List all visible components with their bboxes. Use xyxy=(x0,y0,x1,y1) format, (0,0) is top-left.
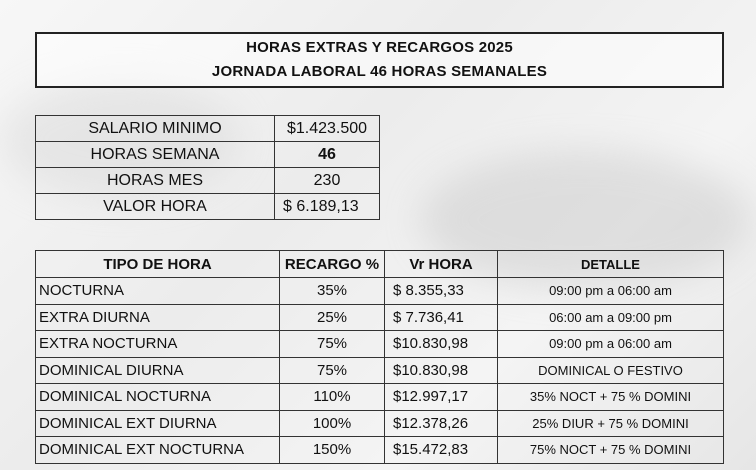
recargo-cell: 75% xyxy=(280,331,385,358)
vr-hora-cell: $ 8.355,33 xyxy=(385,278,498,305)
summary-value: $1.423.500 xyxy=(275,116,380,142)
title-line-2: JORNADA LABORAL 46 HORAS SEMANALES xyxy=(211,63,548,80)
summary-value: $ 6.189,13 xyxy=(275,194,380,220)
tipo-cell: EXTRA DIURNA xyxy=(36,304,280,331)
detalle-cell: 09:00 pm a 06:00 am xyxy=(498,278,724,305)
detalle-cell: 06:00 am a 09:00 pm xyxy=(498,304,724,331)
recargo-cell: 35% xyxy=(280,278,385,305)
recargo-cell: 150% xyxy=(280,437,385,464)
summary-row xyxy=(36,116,380,142)
table-row xyxy=(36,278,724,305)
vr-hora-cell: $15.472,83 xyxy=(385,437,498,464)
detalle-cell: 75% NOCT + 75 % DOMINI xyxy=(498,437,724,464)
tipo-cell: NOCTURNA xyxy=(36,278,280,305)
tipo-cell: DOMINICAL EXT DIURNA xyxy=(36,410,280,437)
table-row xyxy=(36,331,724,358)
vr-hora-cell: $10.830,98 xyxy=(385,357,498,384)
summary-value: 230 xyxy=(275,168,380,194)
summary-value: 46 xyxy=(275,142,380,168)
vr-hora-cell: $12.378,26 xyxy=(385,410,498,437)
vr-hora-cell: $ 7.736,41 xyxy=(385,304,498,331)
column-header: DETALLE xyxy=(498,251,724,278)
recargo-cell: 110% xyxy=(280,384,385,411)
column-header: Vr HORA xyxy=(385,251,498,278)
recargo-cell: 100% xyxy=(280,410,385,437)
vr-hora-cell: $10.830,98 xyxy=(385,331,498,358)
column-header: RECARGO % xyxy=(280,251,385,278)
recargo-cell: 75% xyxy=(280,357,385,384)
detalle-cell: 35% NOCT + 75 % DOMINI xyxy=(498,384,724,411)
summary-label: HORAS SEMANA xyxy=(36,142,275,168)
header-row xyxy=(36,251,724,278)
column-header: TIPO DE HORA xyxy=(36,251,280,278)
detalle-cell: DOMINICAL O FESTIVO xyxy=(498,357,724,384)
summary-label: SALARIO MINIMO xyxy=(36,116,275,142)
summary-row xyxy=(36,194,380,220)
table-row xyxy=(36,384,724,411)
detalle-cell: 25% DIUR + 75 % DOMINI xyxy=(498,410,724,437)
table-row xyxy=(36,304,724,331)
title-box xyxy=(35,32,724,88)
summary-table xyxy=(35,115,380,220)
table-row xyxy=(36,357,724,384)
table-row xyxy=(36,437,724,464)
tipo-cell: EXTRA NOCTURNA xyxy=(36,331,280,358)
recargo-cell: 25% xyxy=(280,304,385,331)
title-line-1: HORAS EXTRAS Y RECARGOS 2025 xyxy=(246,39,513,56)
summary-row xyxy=(36,142,380,168)
tipo-cell: DOMINICAL DIURNA xyxy=(36,357,280,384)
summary-label: VALOR HORA xyxy=(36,194,275,220)
summary-label: HORAS MES xyxy=(36,168,275,194)
summary-row xyxy=(36,168,380,194)
rates-table xyxy=(35,250,724,464)
tipo-cell: DOMINICAL EXT NOCTURNA xyxy=(36,437,280,464)
table-row xyxy=(36,410,724,437)
detalle-cell: 09:00 pm a 06:00 am xyxy=(498,331,724,358)
tipo-cell: DOMINICAL NOCTURNA xyxy=(36,384,280,411)
vr-hora-cell: $12.997,17 xyxy=(385,384,498,411)
